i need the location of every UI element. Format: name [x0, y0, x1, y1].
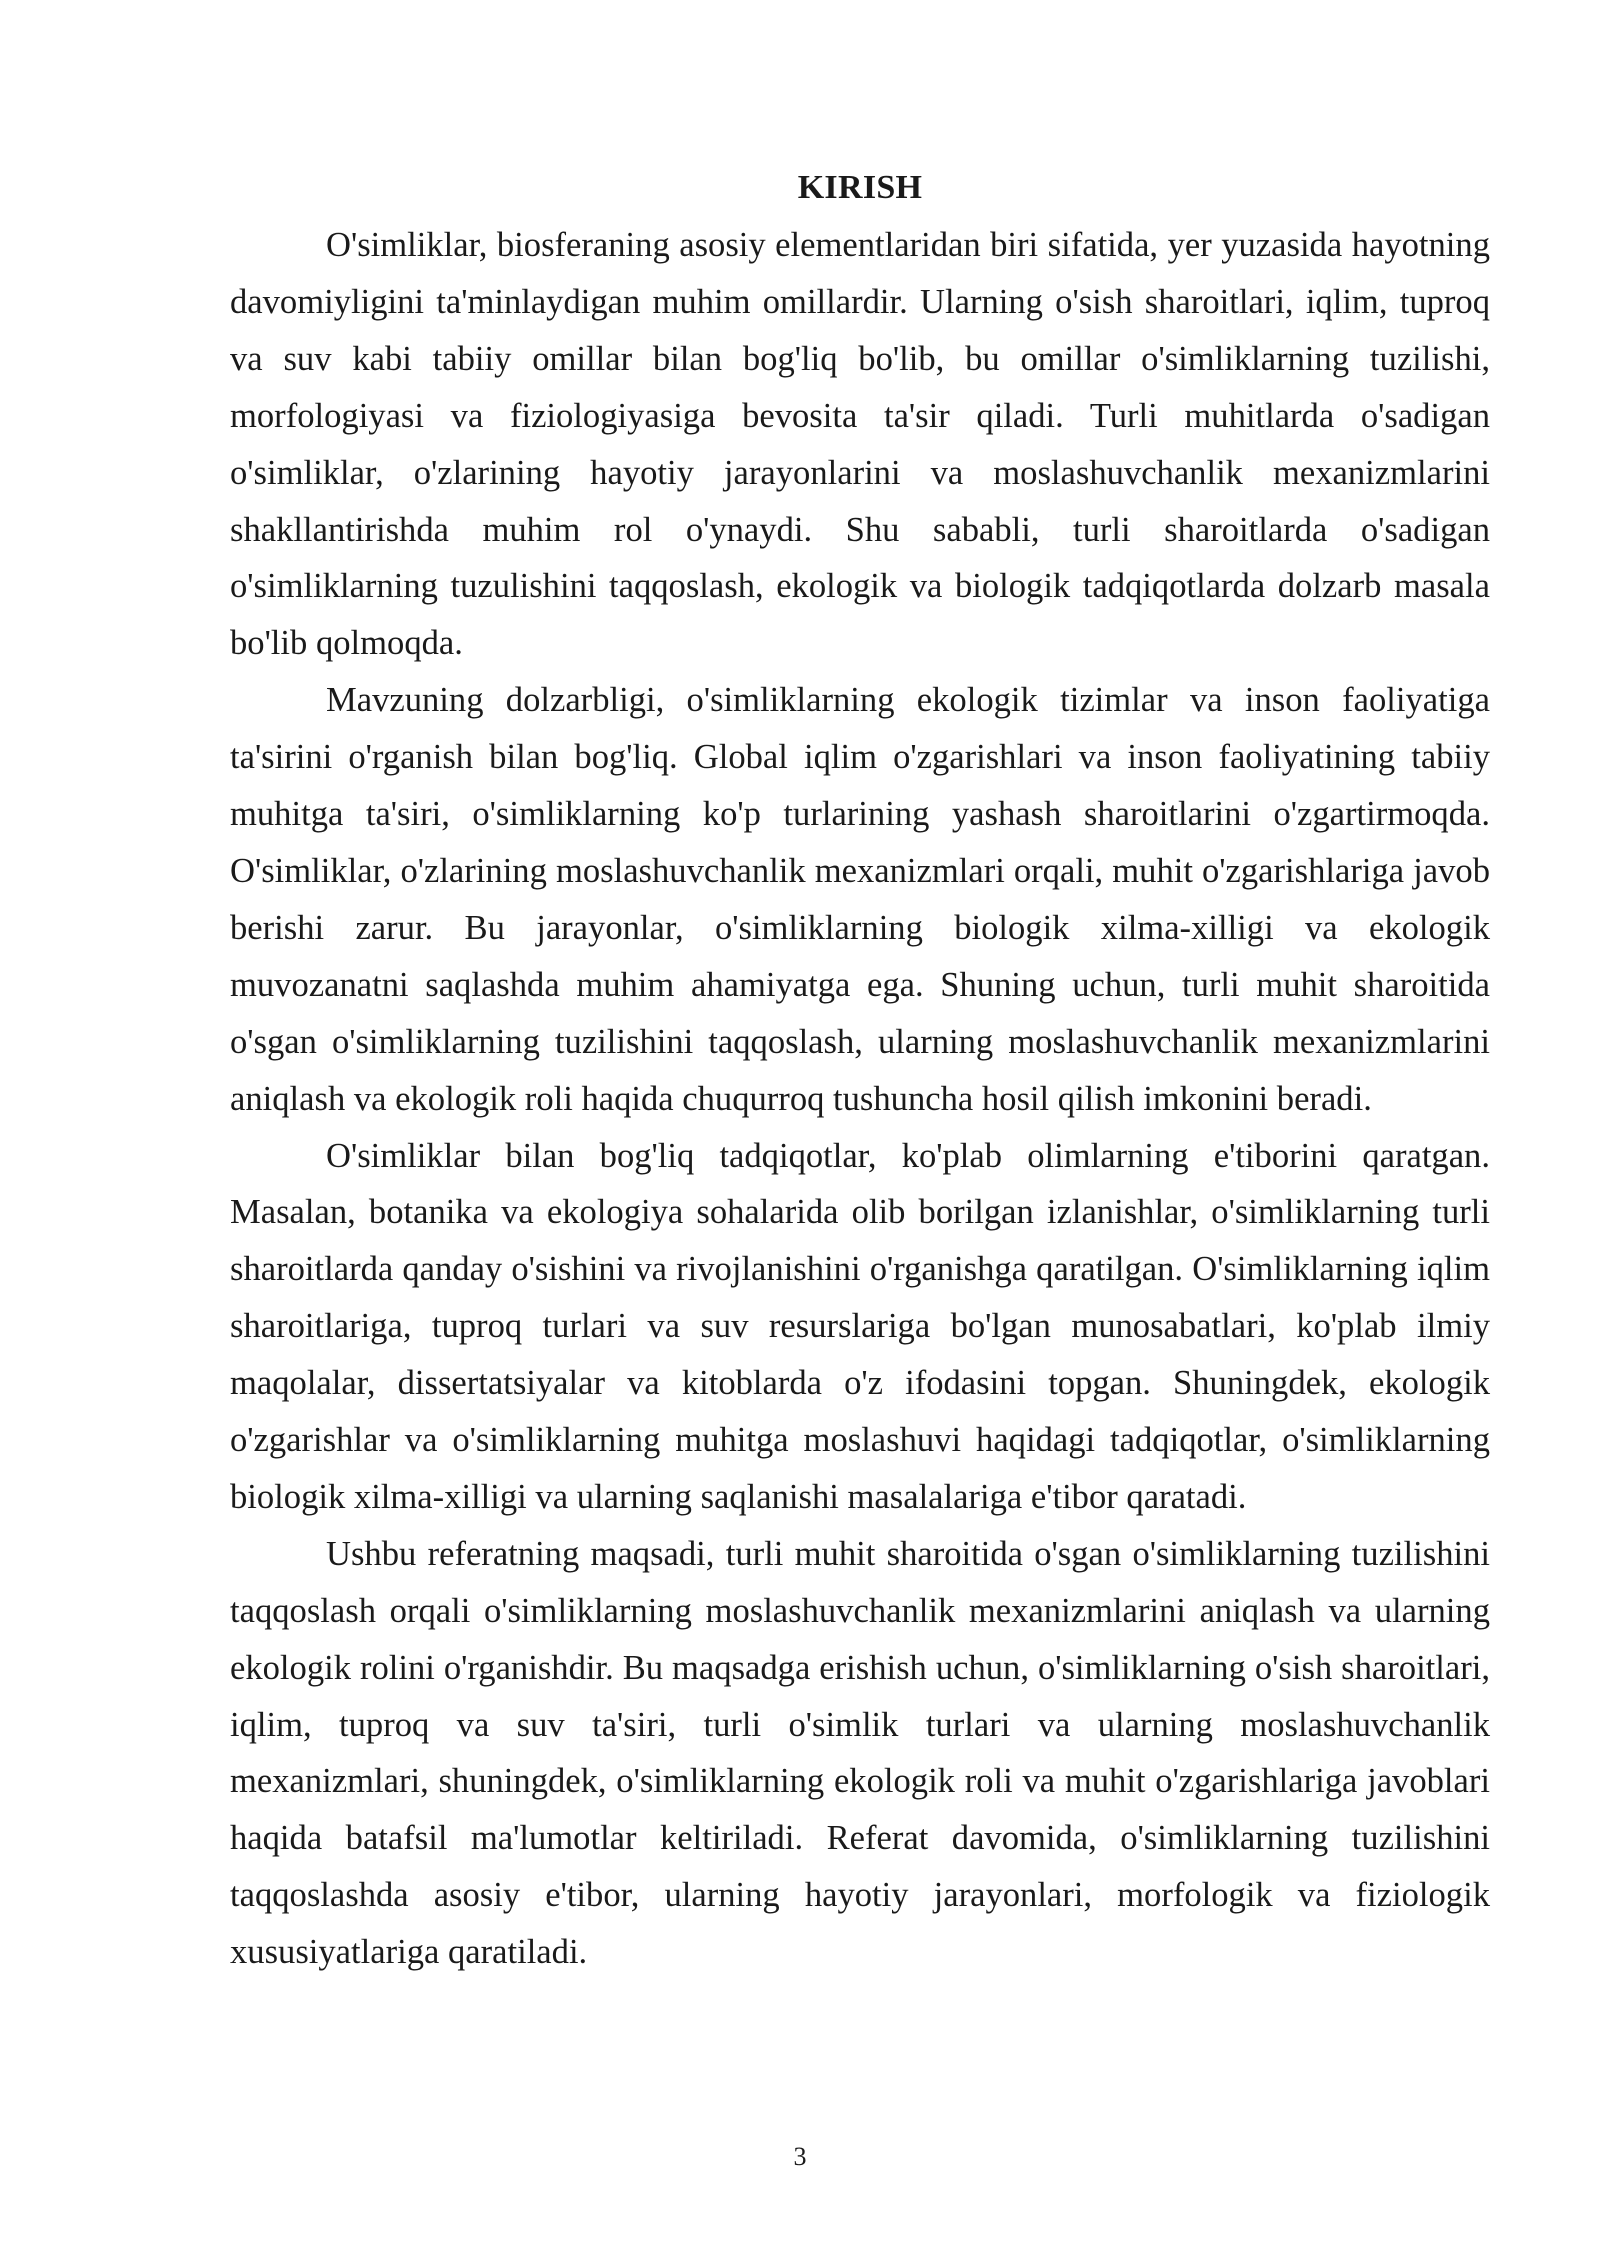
- page-number: 3: [793, 2142, 807, 2171]
- paragraph-purpose: Ushbu referatning maqsadi, turli muhit sharoitida o'sgan o'simliklarning tuzilishini taqqoslash orqali o'simliklarning moslashuvchanlik mexanizmlarini aniqlash va ularning ekologik rolini o'rganishdir. Bu maqsadga erishish uchun, o'simliklarning o'sish sharoitlari, iqlim, tuproq va suv ta'siri, turli o'simlik turlari va ularning moslashuvchanlik mexanizmlari, shuningdek, o'simliklarning ekologik roli va muhit o'zgarishlariga javoblari haqida batafsil ma'lumotlar keltiriladi. Referat davomida, o'simliklarning tuzilishini taqqoslashda asosiy e'tibor, ularning hayotiy jarayonlari, morfologik va fiziologik xususiyatlariga qaratiladi.: [230, 1534, 1490, 1972]
- paragraph-relevance: Mavzuning dolzarbligi, o'simliklarning ekologik tizimlar va inson faoliyatiga ta'sirini o'rganish bilan bog'liq. Global iqlim o'zgarishlari va inson faoliyatining tabiiy muhitga ta'siri, o'simliklarning ko'p turlarining yashash sharoitlarini o'zgartirmoqda. O'simliklar, o'zlarining moslashuvchanlik mexanizmlari orqali, muhit o'zgarishlariga javob berishi zarur. Bu jarayonlar, o'simliklarning biologik xilma-xilligi va ekologik muvozanatni saqlashda muhim ahamiyatga ega. Shuning uchun, turli muhit sharoitida o'sgan o'simliklarning tuzilishini taqqoslash, ularning moslashuvchanlik mexanizmlarini aniqlash va ekologik roli haqida chuqurroq tushuncha hosil qilish imkonini beradi.: [230, 681, 1490, 1118]
- section-title: KIRISH: [797, 169, 923, 206]
- paragraph-research: O'simliklar bilan bog'liq tadqiqotlar, ko'plab olimlarning e'tiborini qaratgan. Masalan, botanika va ekologiya sohalarida olib borilgan izlanishlar, o'simliklarning turli sharoitlarda qanday o'sishini va rivojlanishini o'rganishga qaratilgan. O'simliklarning iqlim sharoitlariga, tuproq turlari va suv resurslariga bo'lgan munosabatlari, ko'plab ilmiy maqolalar, dissertatsiyalar va kitoblarda o'z ifodasini topgan. Shuningdek, ekologik o'zgarishlar va o'simliklarning muhitga moslashuvi haqidagi tadqiqotlar, o'simliklarning biologik xilma-xilligi va ularning saqlanishi masalalariga e'tibor qaratadi.: [230, 1136, 1490, 1516]
- paragraph-intro: O'simliklar, biosferaning asosiy elementlaridan biri sifatida, yer yuzasida hayotning davomiyligini ta'minlaydigan muhim omillardir. Ularning o'sish sharoitlari, iqlim, tuproq va suv kabi tabiiy omillar bilan bog'liq bo'lib, bu omillar o'simliklarning tuzilishi, morfologiyasi va fiziologiyasiga bevosita ta'sir qiladi. Turli muhitlarda o'sadigan o'simliklar, o'zlarining hayotiy jarayonlarini va moslashuvchanlik mexanizmlarini shakllantirishda muhim rol o'ynaydi. Shu sababli, turli sharoitlarda o'sadigan o'simliklarning tuzulishini taqqoslash, ekologik va biologik tadqiqotlarda dolzarb masala bo'lib qolmoqda.: [230, 226, 1490, 663]
- page-content: [230, 160, 1490, 1981]
